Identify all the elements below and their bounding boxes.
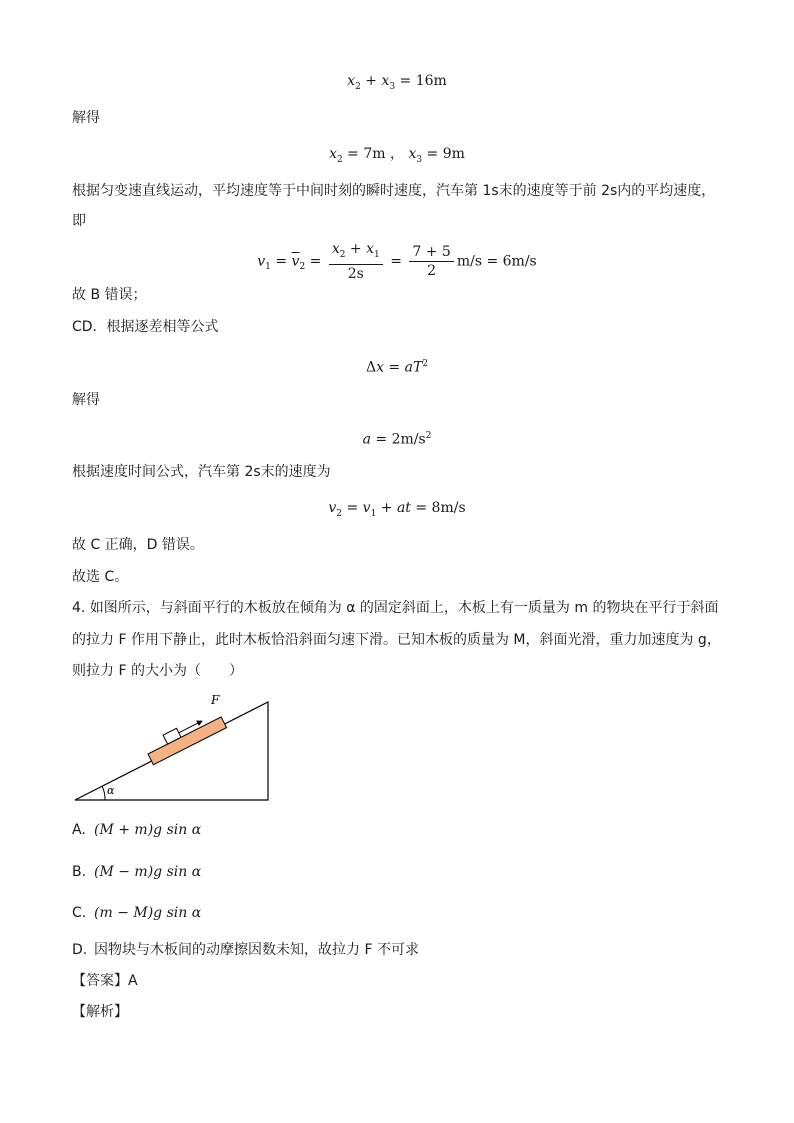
- equation-rhs: = 16m: [395, 73, 447, 89]
- equation-x2-x3-values: [0, 144, 794, 170]
- choice-b: [72, 862, 201, 882]
- subscript: 3: [416, 154, 423, 165]
- arrow-head-icon: [196, 718, 204, 726]
- choice-text: 因物块与木板间的动摩擦因数未知，故拉力 F 不可求: [94, 942, 419, 958]
- paragraph-line: 根据匀变速直线运动，平均速度等于中间时刻的瞬时速度，汽车第 1s末的速度等于前 2s内的平均速度，: [72, 183, 716, 199]
- var-at: at: [396, 500, 411, 516]
- var-v: v: [257, 253, 266, 270]
- var-x: x: [376, 359, 384, 376]
- var-x: x: [366, 241, 375, 257]
- subscript: 1: [374, 249, 380, 260]
- paragraph-line: 根据速度时间公式，汽车第 2s末的速度为: [72, 464, 331, 480]
- choice-a: [72, 820, 201, 840]
- fraction: [409, 243, 453, 280]
- angle-label: α: [107, 784, 115, 797]
- subscript: 2: [336, 154, 343, 165]
- subscript: 2: [299, 262, 306, 273]
- subscript: 2: [339, 249, 346, 260]
- value: = 2m/s: [370, 431, 426, 448]
- superscript: 2: [425, 431, 432, 441]
- choice-text: (M − m)g sin α: [94, 864, 202, 880]
- separator: ，: [385, 146, 409, 162]
- choice-label: D.: [72, 942, 88, 958]
- subscript: 1: [370, 508, 377, 519]
- choice-d: [72, 940, 419, 960]
- superscript: 2: [422, 359, 429, 369]
- paragraph-line: CD．根据逐差相等公式: [72, 319, 219, 335]
- analysis-tag: 【解析】: [72, 1004, 128, 1020]
- var-x: x: [408, 146, 417, 162]
- fraction: [329, 240, 383, 283]
- var-T: T: [412, 359, 423, 376]
- operator: =: [383, 359, 405, 376]
- subscript: 1: [265, 262, 271, 273]
- denominator: 2s: [347, 265, 364, 282]
- value: = 7m: [342, 146, 386, 162]
- equation-rhs: m/s = 6m/s: [456, 253, 537, 270]
- equation-v2: [0, 498, 794, 524]
- choice-c: [72, 903, 201, 923]
- operator: =: [305, 253, 326, 270]
- operator: +: [376, 500, 397, 516]
- choice-label: C.: [72, 905, 87, 921]
- value: = 9m: [422, 146, 465, 162]
- choice-label: A.: [72, 822, 86, 838]
- incline-diagram: [70, 690, 280, 810]
- denominator: 2: [427, 262, 437, 279]
- var-v: v: [362, 500, 371, 516]
- equation-acceleration: [0, 426, 794, 450]
- paragraph-line: 故选 C。: [72, 569, 129, 585]
- subscript: 2: [336, 508, 342, 519]
- numerator: 7 + 5: [409, 243, 453, 262]
- question-4-line: 4. 如图所示，与斜面平行的木板放在倾角为 α 的固定斜面上，木板上有一质量为 m 的物块在平行于斜面: [72, 600, 719, 616]
- subscript: 2: [355, 81, 361, 92]
- operator: =: [385, 253, 407, 270]
- paragraph-line: 故 B 错误；: [72, 287, 147, 303]
- text-jiede-2: 解得: [72, 392, 100, 408]
- text-jiede-1: 解得: [72, 110, 100, 126]
- var-v-bar: $\overline{v}$: [291, 253, 300, 270]
- equation-average-velocity: [0, 240, 794, 283]
- question-4-line: 的拉力 F 作用下静止，此时木板恰沿斜面匀速下滑。已知木板的质量为 M，斜面光滑，重力加速度为 g，: [72, 632, 721, 648]
- choice-label: B.: [72, 864, 87, 880]
- var-x: x: [381, 73, 390, 89]
- equation-rhs: = 8m/s: [410, 500, 466, 516]
- choice-text: (M + m)g sin α: [94, 822, 202, 838]
- paragraph-line: 即: [72, 213, 86, 229]
- equation-delta-x: [0, 354, 794, 378]
- var-v: v: [328, 500, 337, 516]
- force-label: F: [211, 693, 220, 707]
- equation-x2-plus-x3: [0, 71, 794, 97]
- operator: =: [342, 500, 363, 516]
- paragraph-line: 故 C 正确，D 错误。: [72, 537, 204, 553]
- var-x: x: [329, 146, 337, 162]
- question-4-line: 则拉力 F 的大小为（ ）: [72, 663, 243, 679]
- var-x: x: [347, 73, 356, 89]
- operator: +: [345, 241, 367, 257]
- var-a: a: [362, 431, 371, 448]
- var-x: x: [331, 241, 340, 257]
- choice-text: (m − M)g sin α: [94, 905, 202, 921]
- var-a: a: [404, 359, 413, 376]
- subscript: 3: [389, 81, 396, 92]
- answer-tag: 【答案】A: [72, 973, 138, 989]
- operator: =: [270, 253, 292, 270]
- operator: +: [360, 73, 382, 89]
- delta-symbol: Δ: [365, 359, 377, 376]
